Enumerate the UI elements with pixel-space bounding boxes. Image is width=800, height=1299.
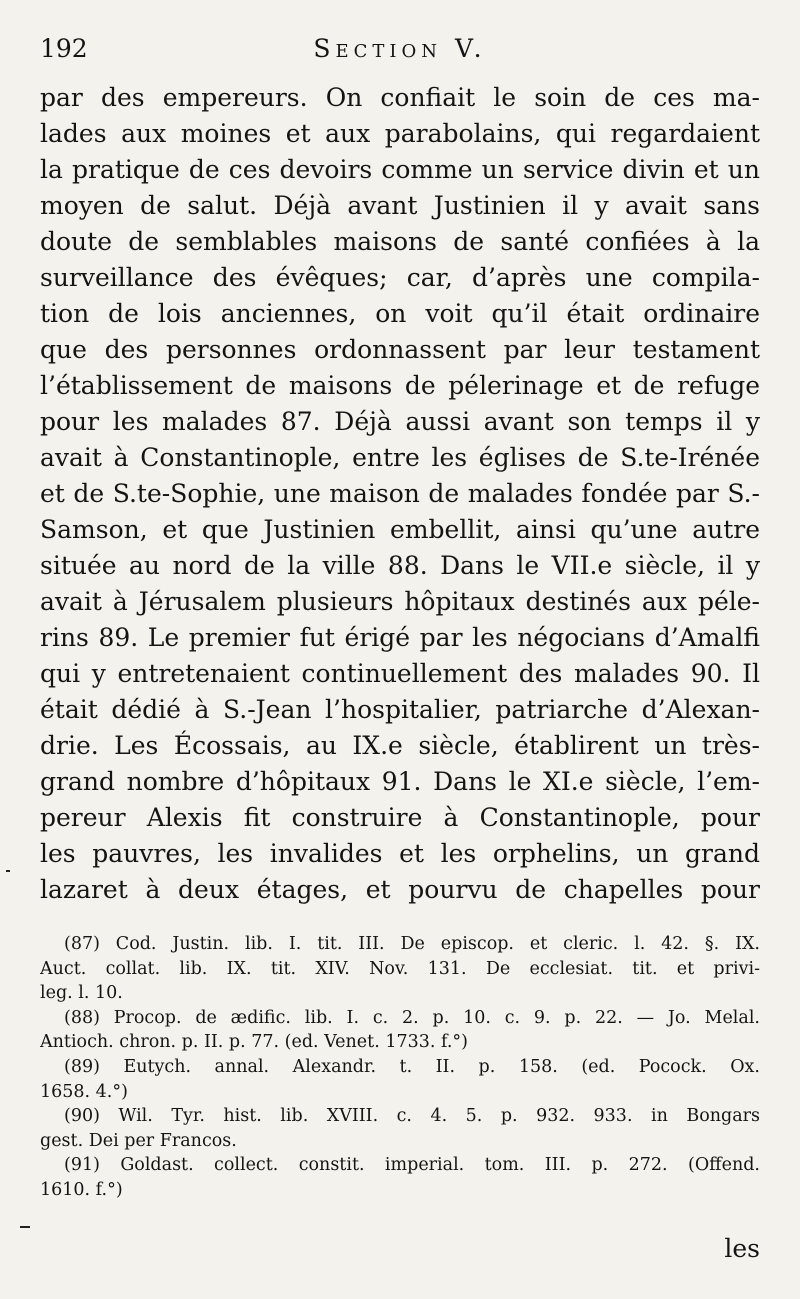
footnote-line: leg. l. 10. (40, 983, 123, 1004)
footnote-line: (90) Wil. Tyr. hist. lib. XVIII. c. 4. 5. p. 932. 933. in Bongars (64, 1106, 760, 1127)
footnote-line: 1610. f.°) (40, 1179, 123, 1200)
footnote-line: Auct. collat. lib. IX. tit. XIV. Nov. 131. De ecclesiat. tit. et privi- (40, 958, 760, 979)
footnote-line: (87) Cod. Justin. lib. I. tit. III. De episcop. et cleric. l. 42. §. IX. (64, 934, 760, 954)
text-line: pereur Alexis fit construire à Constantinople, pour (40, 803, 760, 832)
text-line: pour les malades 87. Déjà aussi avant son temps il y (40, 407, 760, 436)
text-line: était dédié à S.-Jean l’hospitalier, patriarche d’Alexan- (40, 695, 760, 724)
text-line: rins 89. Le premier fut érigé par les négocians d’Amalfi (40, 623, 760, 652)
text-line: que des personnes ordonnassent par leur testament (40, 335, 760, 364)
footnote-line: (89) Eutych. annal. Alexandr. t. II. p. 158. (ed. Pocock. Ox. (64, 1056, 760, 1077)
text-line: drie. Les Écossais, au IX.e siècle, établirent un très- (40, 731, 760, 760)
text-line: Samson, et que Justinien embellit, ainsi qu’une autre (40, 515, 760, 544)
footnotes (40, 932, 760, 1203)
page-number: 192 (40, 34, 88, 63)
text-line: tion de lois anciennes, on voit qu’il était ordinaire (40, 299, 760, 328)
footnote-line: gest. Dei per Francos. (40, 1130, 237, 1151)
main-text (40, 80, 760, 908)
text-line: surveillance des évêques; car, d’après une compila- (40, 263, 760, 292)
text-line: par des empereurs. On confiait le soin de ces ma- (40, 83, 760, 112)
text-line: grand nombre d’hôpitaux 91. Dans le XI.e siècle, l’em- (40, 767, 760, 796)
scan-speck (20, 1226, 30, 1228)
text-line: lazaret à deux étages, et pourvu de chapelles pour (40, 875, 760, 904)
text-line: avait à Jérusalem plusieurs hôpitaux destinés aux péle- (40, 587, 760, 616)
text-line: doute de semblables maisons de santé confiées à la (40, 227, 760, 256)
footnote-line: Antioch. chron. p. II. p. 77. (ed. Venet. 1733. f.°) (40, 1032, 468, 1053)
text-line: située au nord de la ville 88. Dans le VII.e siècle, il y (40, 551, 760, 580)
text-line: l’établissement de maisons de pélerinage et de refuge (40, 371, 760, 400)
footnote-line: 1658. 4.°) (40, 1081, 128, 1102)
scan-speck (6, 870, 10, 872)
text-line: lades aux moines et aux parabolains, qui regardaient (40, 119, 760, 148)
text-line: moyen de salut. Déjà avant Justinien il y avait sans (40, 191, 760, 220)
running-header (40, 34, 760, 74)
footnote-line: (91) Goldast. collect. constit. imperial. tom. III. p. 272. (Offend. (64, 1155, 760, 1176)
text-line: les pauvres, les invalides et les orphelins, un grand (40, 839, 760, 868)
text-line: et de S.te-Sophie, une maison de malades fondée par S.- (40, 479, 760, 508)
text-line: la pratique de ces devoirs comme un service divin et un (40, 155, 760, 184)
text-line: qui y entretenaient continuellement des malades 90. Il (40, 659, 760, 688)
section-title: Section V. (313, 34, 487, 63)
footnote-line: (88) Procop. de ædific. lib. I. c. 2. p. 10. c. 9. p. 22. — Jo. Melal. (64, 1007, 760, 1028)
text-line: avait à Constantinople, entre les églises de S.te-Irénée (40, 443, 760, 472)
catchword: les (724, 1234, 760, 1263)
